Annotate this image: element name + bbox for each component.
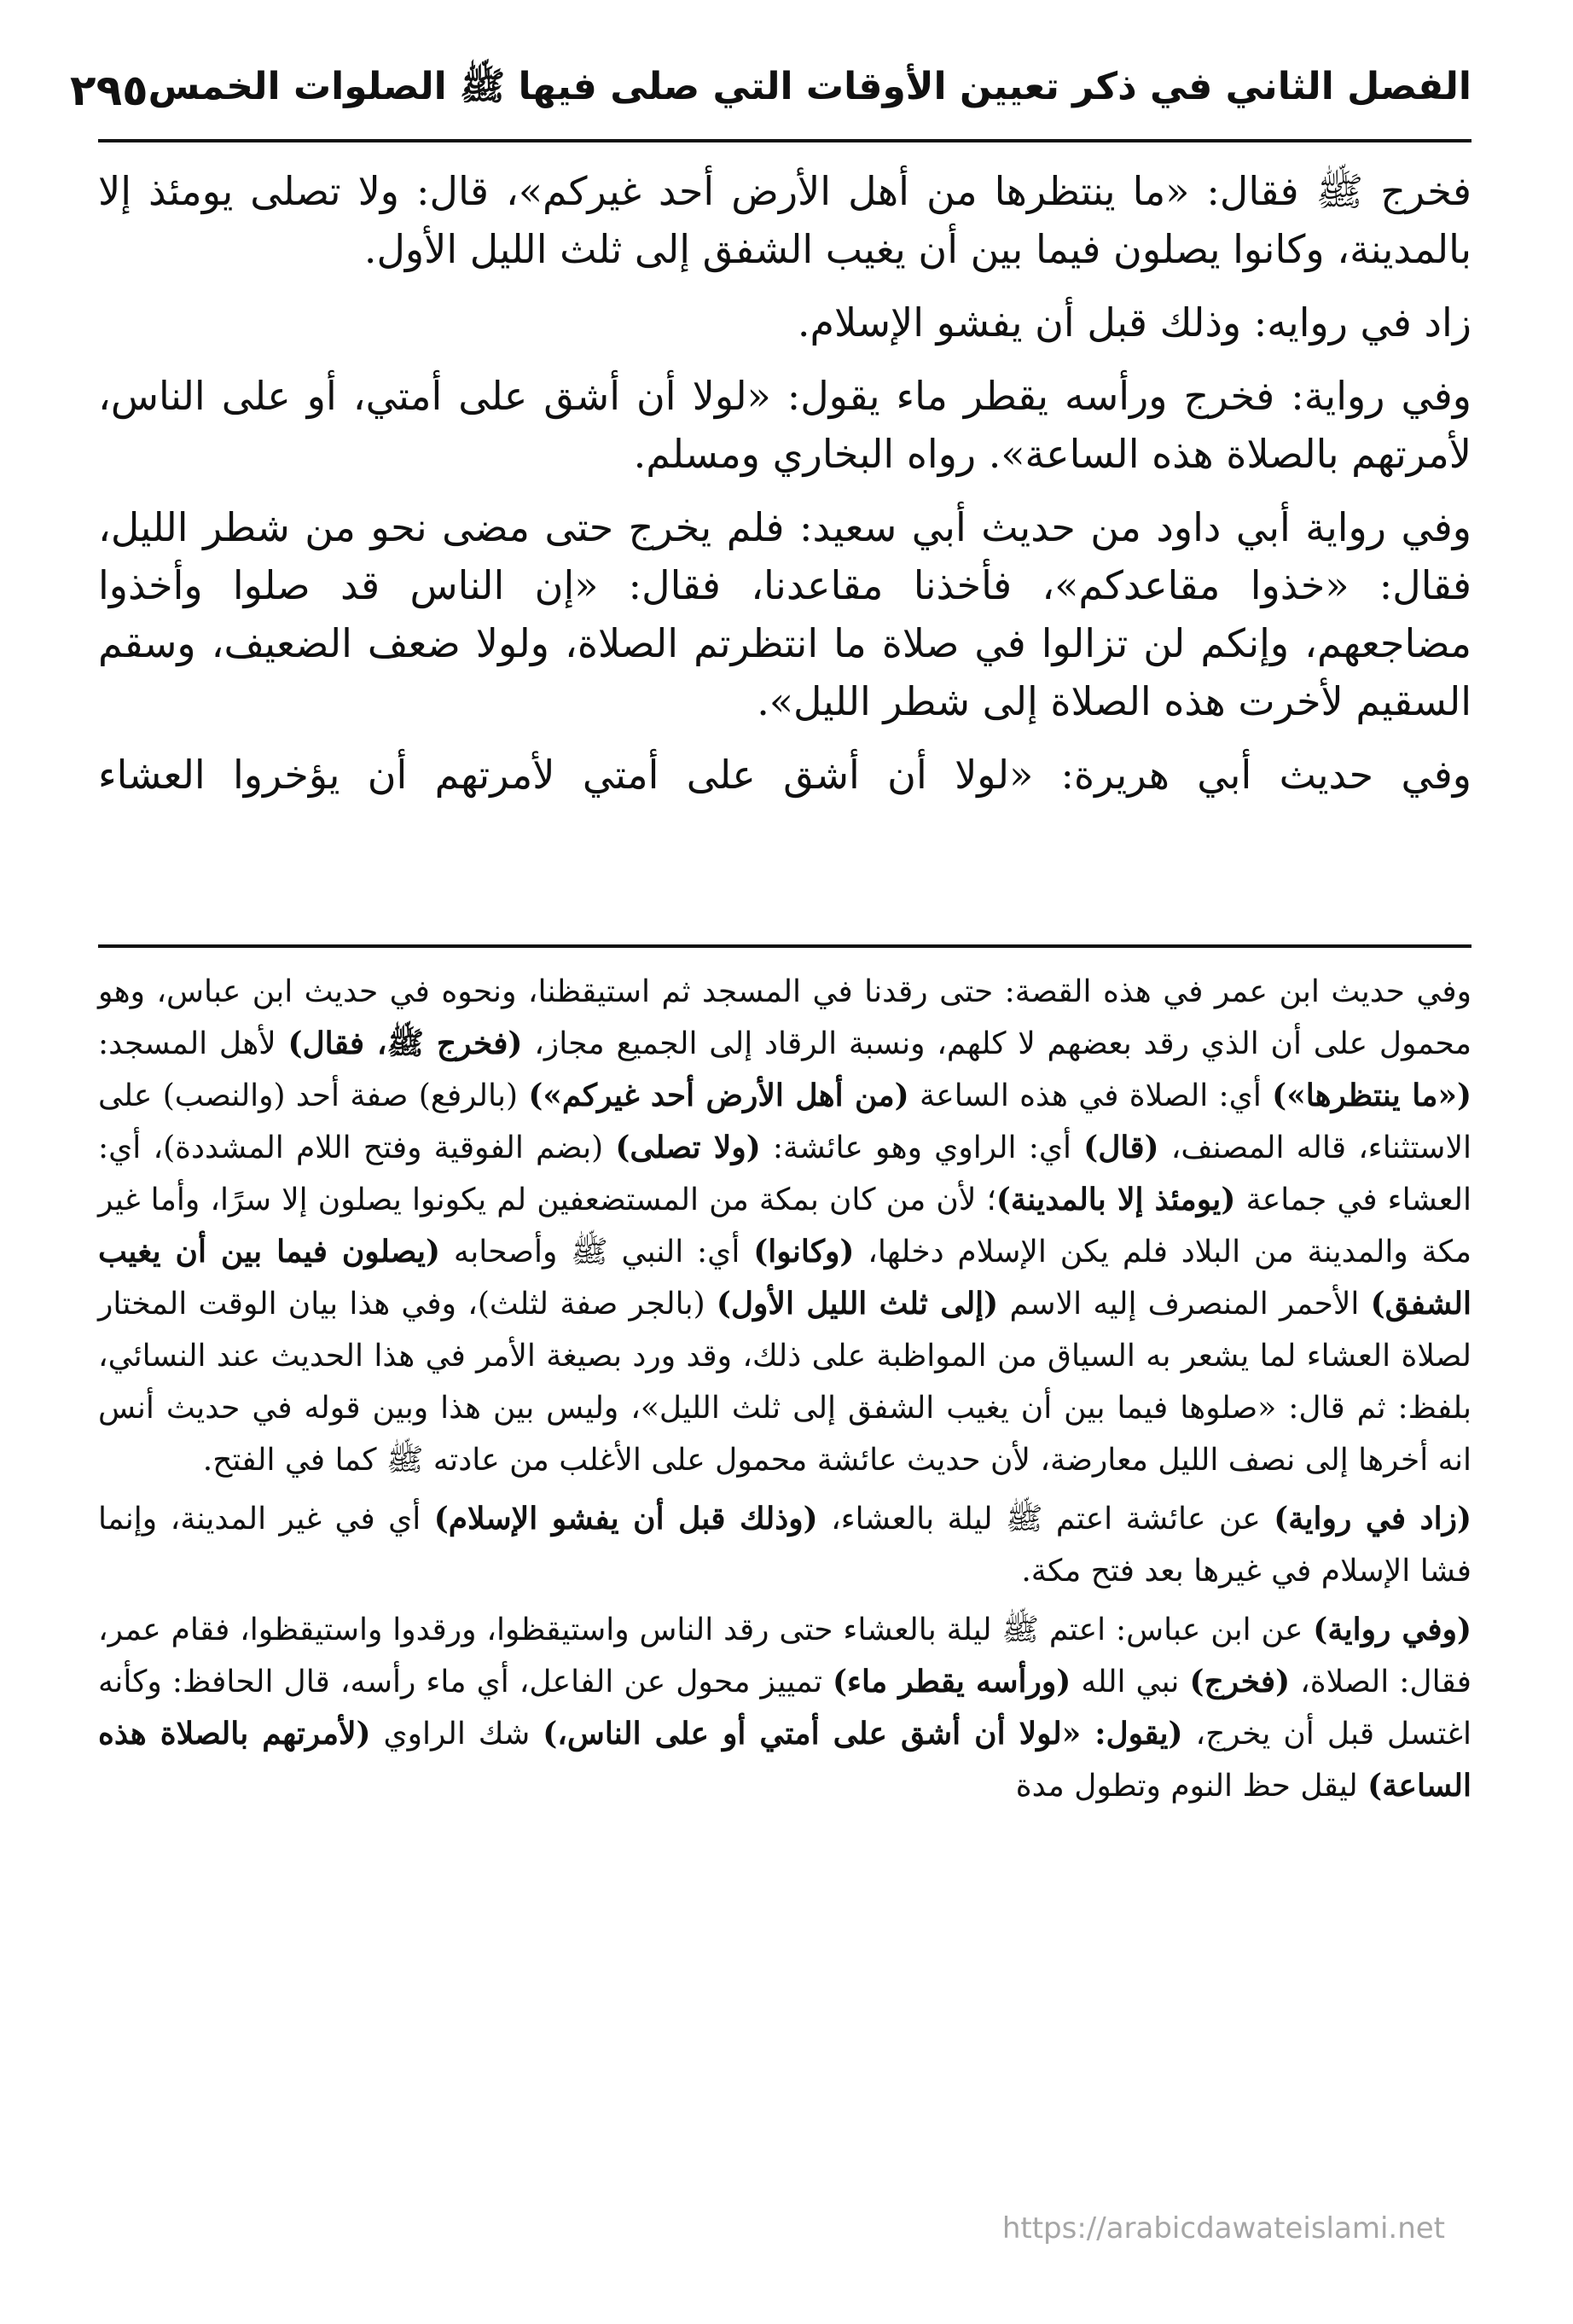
chapter-title: الفصل الثاني في ذكر تعيين الأوقات التي صلى فيها ﷺ الصلوات الخمس	[148, 64, 1471, 108]
main-paragraph: فخرج ﷺ فقال: «ما ينتظرها من أهل الأرض أحد غيركم»، قال: ولا تصلى يومئذ إلا بالمدينة، وكانوا يصلون فيما بين أن يغيب الشفق إلى ثلث الليل الأول.	[98, 168, 1471, 272]
quoted-phrase: (ولا تصلى)	[615, 1130, 761, 1165]
commentary	[98, 966, 1471, 1819]
commentary-text: أي: الصلاة في هذه الساعة	[908, 1078, 1273, 1113]
quoted-phrase: (لأمرتهم بالصلاة هذه الساعة)	[98, 1716, 1471, 1804]
commentary-paragraph	[98, 1493, 1471, 1597]
commentary-text: ؛ لأن من كان بمكة من المستضعفين لم يكونوا يصلون إلا سرًا، وأما غير مكة والمدينة من البلاد فلم يكن الإسلام دخلها،	[98, 1182, 1471, 1269]
quoted-phrase: (وذلك قبل أن يفشو الإسلام)	[433, 1501, 818, 1537]
commentary-text: عن عائشة اعتم ﷺ ليلة بالعشاء،	[817, 1502, 1274, 1537]
commentary-text: (بضم الفوقية وفتح اللام المشددة)، أي: العشاء في جماعة	[98, 1130, 1471, 1217]
commentary-text: أي: النبي ﷺ وأصحابه	[440, 1235, 754, 1269]
commentary-text: الأحمر المنصرف إليه الاسم	[998, 1287, 1371, 1322]
commentary-text: تمييز محول عن الفاعل، أي ماء رأسه، قال الحافظ: وكأنه اغتسل قبل أن يخرج،	[98, 1665, 1472, 1752]
quoted-phrase: (وكانوا)	[753, 1234, 855, 1269]
page-header	[70, 49, 1471, 131]
main-paragraph: زاد في روايه: وذلك قبل أن يفشو الإسلام.	[797, 299, 1471, 346]
quoted-phrase: (يومئذ إلا بالمدينة)	[995, 1182, 1236, 1217]
quoted-phrase: (ورأسه يقطر ماء)	[832, 1664, 1071, 1699]
commentary-text: أي: الراوي وهو عائشة:	[760, 1130, 1084, 1165]
commentary-text: شك الراوي	[370, 1717, 543, 1752]
commentary-text: ليقل حظ النوم وتطول مدة	[1015, 1769, 1368, 1804]
quoted-phrase: (قال)	[1083, 1130, 1159, 1165]
main-paragraph: وفي رواية أبي داود من حديث أبي سعيد: فلم يخرج حتى مضى نحو من شطر الليل، فقال: «خذوا مقاعدكم»، فأخذنا مقاعدنا، فقال: «إن الناس قد صلوا وأخذوا مضاجعهم، وإنكم لن تزالوا في صلاة ما انتظرتم الصلاة، ولولا ضعف الضعيف، وسقم السقيم لأخرت هذه الصلاة إلى شطر الليل».	[98, 504, 1471, 724]
page-number: ٢٩٥	[70, 65, 148, 115]
quoted-phrase: (وفي رواية)	[1313, 1612, 1471, 1647]
commentary-paragraph	[98, 966, 1471, 1486]
commentary-paragraph	[98, 1604, 1471, 1812]
commentary-text: عن ابن عباس: اعتم ﷺ ليلة بالعشاء حتى رقد الناس واستيقظوا، ورقدوا واستيقظوا، فقام عمر، فقال: الصلاة،	[98, 1612, 1471, 1699]
quoted-phrase: (يقول: «لولا أن أشق على أمتي أو على الناس،)	[543, 1716, 1183, 1752]
header-divider	[98, 139, 1471, 142]
main-paragraph: وفي حديث أبي هريرة: «لولا أن أشق على أمتي لأمرتهم أن يؤخروا العشاء	[98, 752, 1471, 798]
commentary-text: أي في غير المدينة، وإنما فشا الإسلام في غيرها بعد فتح مكة.	[98, 1502, 1471, 1589]
quoted-phrase: (يصلون فيما بين أن يغيب الشفق)	[98, 1234, 1471, 1322]
main-paragraph: وفي رواية: فخرج ورأسه يقطر ماء يقول: «لولا أن أشق على أمتي، أو على الناس، لأمرتهم بالصلاة هذه الساعة». رواه البخاري ومسلم.	[98, 373, 1471, 477]
commentary-text: وفي حديث ابن عمر في هذه القصة: حتى رقدنا في المسجد ثم استيقظنا، ونحوه في حديث ابن عباس، وهو محمول على أن الذي رقد بعضهم لا كلهم، ونسبة الرقاد إلى الجميع مجاز،	[98, 974, 1472, 1061]
quoted-phrase: («ما ينتظرها»)	[1272, 1078, 1471, 1113]
quoted-phrase: (من أهل الأرض أحد غيركم»)	[528, 1078, 909, 1113]
quoted-phrase: (فخرج)	[1189, 1664, 1291, 1699]
quoted-phrase: (إلى ثلث الليل الأول)	[716, 1286, 999, 1322]
quoted-phrase: (زاد في رواية)	[1274, 1501, 1472, 1537]
quoted-phrase: (فخرج ﷺ، فقال)	[287, 1025, 523, 1061]
main-text	[98, 162, 1471, 819]
commentary-text: (بالرفع) صفة أحد (والنصب) على الاستثناء، قاله المصنف،	[98, 1078, 1471, 1165]
commentary-text: نبي الله	[1071, 1665, 1190, 1699]
watermark-url: https://arabicdawateislami.net	[1001, 2211, 1445, 2246]
footnote-divider	[98, 944, 1471, 948]
commentary-text: (بالجر صفة لثلث)، وفي هذا بيان الوقت المختار لصلاة العشاء لما يشعر به السياق من المواظبة على ذلك، وقد ورد بصيغة الأمر في هذا الحديث عند النسائي، بلفظ: ثم قال: «صلوها فيما بين أن يغيب الشفق إلى ثلث الليل»، وليس بين هذا وبين قوله في حديث أنس انه أخرها إلى نصف الليل معارضة، لأن حديث عائشة محمول على الأغلب من عادته ﷺ كما في الفتح.	[98, 1287, 1472, 1478]
commentary-text: لأهل المسجد:	[98, 1026, 288, 1061]
